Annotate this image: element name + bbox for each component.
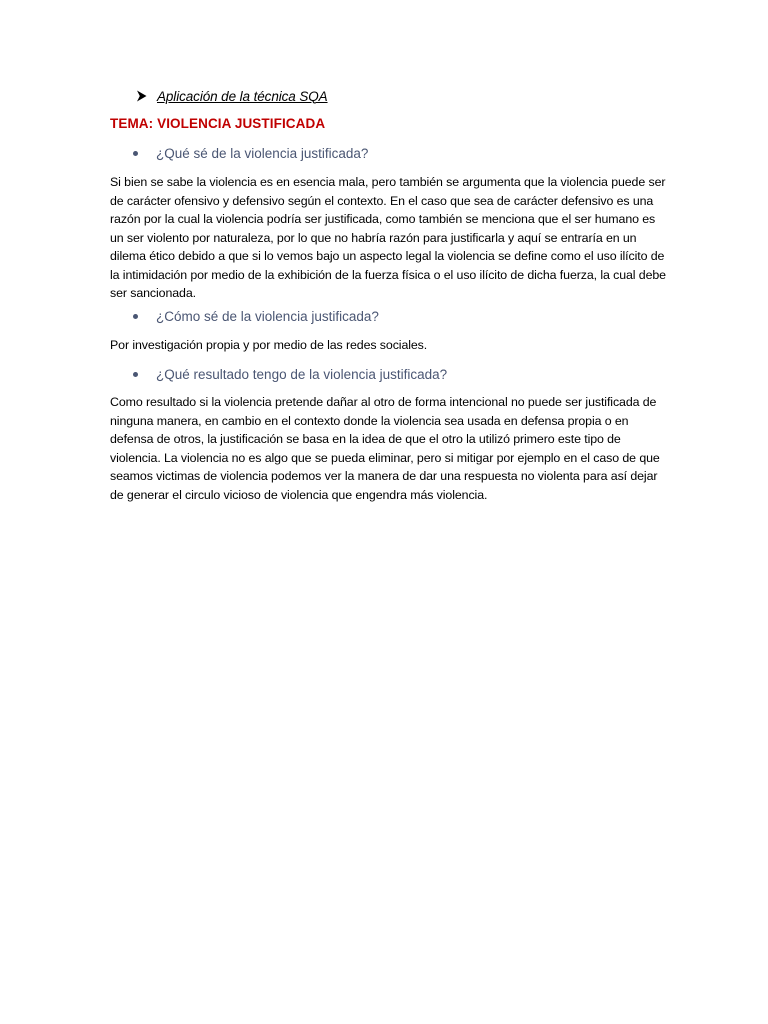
question-text: ¿Qué resultado tengo de la violencia justificada? [156,366,448,382]
bullet-icon [133,151,138,156]
question-item [133,144,368,162]
bullet-icon [133,372,138,377]
answer-paragraph: Si bien se sabe la violencia es en esencia mala, pero también se argumenta que la violencia puede ser de carácter ofensivo y defensivo según el contexto. En el caso que sea de carácter defensivo es una razón por la cual la violencia podría ser justificada, como también se menciona que el ser humano es un ser violento por naturaleza, por lo que no habría razón para justificarla y aquí se entraría en un dilema ético debido a que si lo vemos bajo un aspecto legal la violencia se define como el uso ilícito de la intimidación por medio de la exhibición de la fuerza física o el uso ilícito de dicha fuerza, la cual debe ser sancionada. [110,175,666,300]
answer-paragraph: Por investigación propia y por medio de las redes sociales. [110,338,428,352]
topic-title: TEMA: VIOLENCIA JUSTIFICADA [110,116,326,131]
answer-paragraph: Como resultado si la violencia pretende dañar al otro de forma intencional no puede ser justificada de ninguna manera, en cambio en el contexto donde la violencia sea usada en defensa propia o en defensa de otros, la justificación se basa en la idea de que el otro la utilizó primero este tipo de violencia. La violencia no es algo que se pueda eliminar, pero si mitigar por ejemplo en el caso de que seamos victimas de violencia podemos ver la manera de dar una respuesta no violenta para así dejar de generar el circulo vicioso de violencia que engendra más violencia. [110,395,660,502]
question-item [133,307,379,325]
question-text: ¿Qué sé de la violencia justificada? [156,145,369,161]
intro-line [136,86,328,106]
question-item [133,365,447,383]
arrow-bullet-icon [136,90,147,102]
bullet-icon [133,314,138,319]
question-text: ¿Cómo sé de la violencia justificada? [156,308,379,324]
intro-text: Aplicación de la técnica SQA [157,88,328,104]
